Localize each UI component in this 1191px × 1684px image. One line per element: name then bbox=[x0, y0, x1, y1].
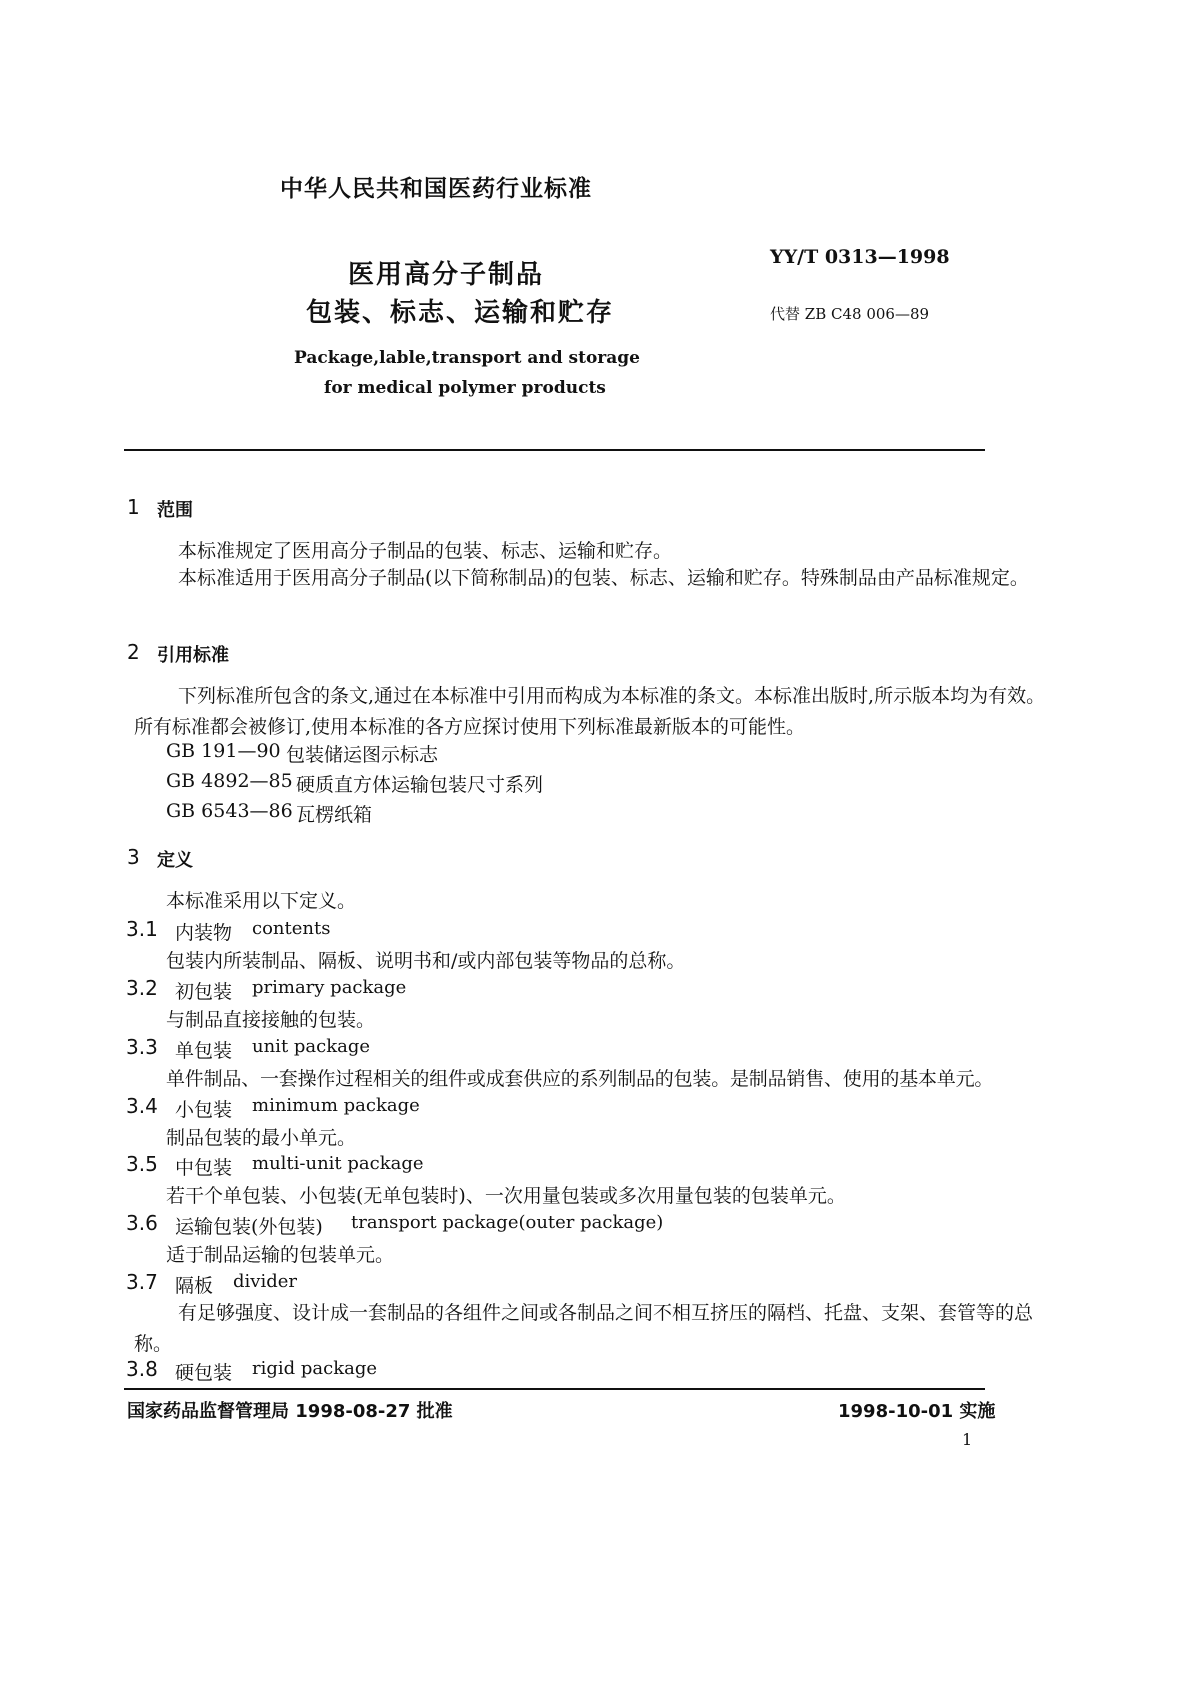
reference-title: 硬质直方体运输包装尺寸系列 bbox=[296, 774, 544, 796]
header-divider bbox=[124, 449, 985, 451]
doc-title-line2: 包装、标志、运输和贮存 bbox=[306, 298, 615, 328]
definition-number: 3.3 bbox=[126, 1035, 158, 1059]
section-title: 定义 bbox=[157, 850, 193, 871]
definition-text: 有足够强度、设计成一套制品的各组件之间或各制品之间不相互挤压的隔档、托盘、支架、套管等的总称。 bbox=[134, 1302, 1034, 1355]
definition-text: 单件制品、一套操作过程相关的组件或成套供应的系列制品的包装。是制品销售、使用的基本单元。 bbox=[166, 1068, 994, 1090]
definition-number: 3.4 bbox=[126, 1094, 158, 1118]
definition-term-zh: 硬包装 bbox=[175, 1362, 233, 1384]
approval-note: 国家药品监督管理局 1998-08-27 批准 bbox=[127, 1401, 453, 1422]
definition-term-en: divider bbox=[233, 1271, 297, 1292]
definition-term-en: contents bbox=[252, 918, 331, 939]
definition-term-en: rigid package bbox=[252, 1358, 378, 1379]
definition-number: 3.7 bbox=[126, 1270, 158, 1294]
english-title-line2: for medical polymer products bbox=[324, 378, 606, 398]
definition-number: 3.8 bbox=[126, 1357, 158, 1381]
definition-text: 适于制品运输的包装单元。 bbox=[166, 1244, 395, 1266]
definition-number: 3.1 bbox=[126, 917, 158, 941]
definition-text: 制品包装的最小单元。 bbox=[166, 1127, 357, 1149]
section-title: 范围 bbox=[157, 500, 193, 521]
reference-code: GB 6543—86 bbox=[166, 800, 293, 822]
definition-term-zh: 单包装 bbox=[175, 1040, 233, 1062]
definition-term-zh: 内装物 bbox=[175, 922, 233, 944]
definition-term-zh: 运输包装(外包装) bbox=[175, 1216, 323, 1238]
implementation-date: 1998-10-01 实施 bbox=[838, 1401, 996, 1422]
definition-term-en: unit package bbox=[252, 1036, 371, 1057]
standard-code: YY/T 0313—1998 bbox=[770, 246, 950, 268]
section-title: 引用标准 bbox=[157, 645, 229, 666]
definition-number: 3.6 bbox=[126, 1211, 158, 1235]
footer-divider bbox=[124, 1388, 985, 1390]
replaces-note: 代替 ZB C48 006—89 bbox=[770, 305, 930, 323]
definition-text: 若干个单包装、小包装(无单包装时)、一次用量包装或多次用量包装的包装单元。 bbox=[166, 1185, 846, 1207]
reference-title: 瓦楞纸箱 bbox=[296, 804, 373, 826]
definition-term-zh: 隔板 bbox=[175, 1275, 214, 1297]
reference-code: GB 191—90 bbox=[166, 740, 281, 762]
definition-term-zh: 小包装 bbox=[175, 1099, 233, 1121]
definitions-intro: 本标准采用以下定义。 bbox=[166, 890, 357, 912]
definition-text: 与制品直接接触的包装。 bbox=[166, 1009, 376, 1031]
definition-term-en: minimum package bbox=[252, 1095, 420, 1116]
section-number: 3 bbox=[127, 845, 140, 869]
paragraph: 本标准适用于医用高分子制品(以下简称制品)的包装、标志、运输和贮存。特殊制品由产品标准规定。 bbox=[178, 567, 1029, 589]
paragraph: 本标准规定了医用高分子制品的包装、标志、运输和贮存。 bbox=[178, 540, 673, 562]
definition-text: 包装内所装制品、隔板、说明书和/或内部包装等物品的总称。 bbox=[166, 950, 686, 972]
english-title-line1: Package,lable,transport and storage bbox=[294, 348, 640, 368]
definition-term-zh: 初包装 bbox=[175, 981, 233, 1003]
section-number: 2 bbox=[127, 640, 140, 664]
reference-code: GB 4892—85 bbox=[166, 770, 293, 792]
doc-title-line1: 医用高分子制品 bbox=[348, 260, 545, 290]
definition-number: 3.5 bbox=[126, 1152, 158, 1176]
section-number: 1 bbox=[127, 495, 140, 519]
definition-term-zh: 中包装 bbox=[175, 1157, 233, 1179]
page-number: 1 bbox=[962, 1430, 973, 1449]
issuer-heading: 中华人民共和国医药行业标准 bbox=[280, 176, 592, 202]
definition-term-en: multi-unit package bbox=[252, 1153, 424, 1174]
reference-title: 包装储运图示标志 bbox=[286, 744, 439, 766]
paragraph: 下列标准所包含的条文,通过在本标准中引用而构成为本标准的条文。本标准出版时,所示版本均为有效。所有标准都会被修订,使用本标准的各方应探讨使用下列标准最新版本的可能性。 bbox=[134, 685, 1046, 738]
definition-number: 3.2 bbox=[126, 976, 158, 1000]
definition-term-en: transport package(outer package) bbox=[351, 1212, 664, 1233]
definition-term-en: primary package bbox=[252, 977, 407, 998]
